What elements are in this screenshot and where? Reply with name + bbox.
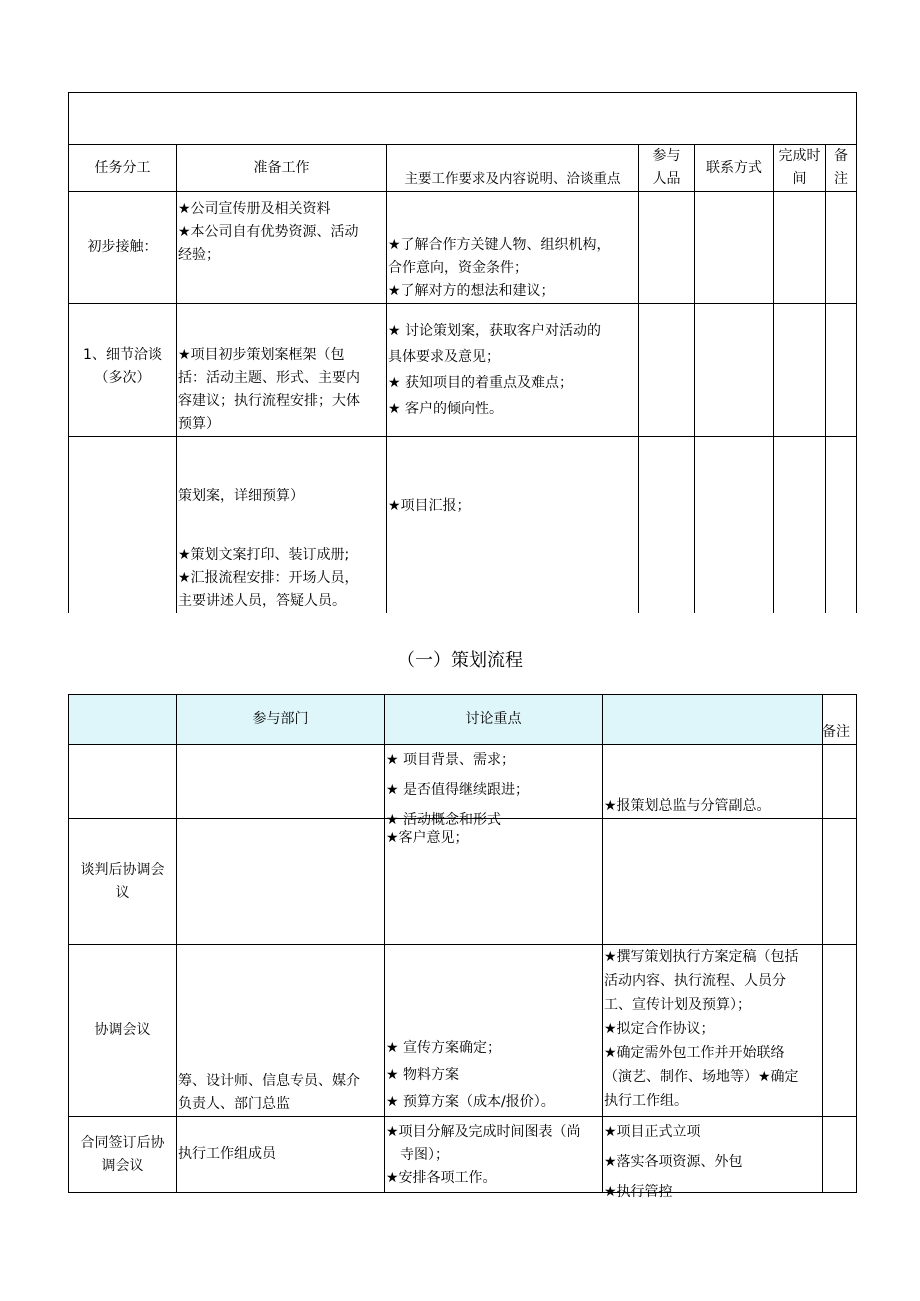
- t2-row4-name-line: 调会议: [101, 1157, 144, 1174]
- t2-row3-name-line: 协调会议: [94, 1022, 151, 1038]
- header-completion-line2: 间: [792, 171, 807, 187]
- t2-row1-output: [603, 745, 823, 819]
- header-dept: 参与部门: [177, 695, 385, 745]
- t2-row4-focus-line: 寺图）；: [400, 1147, 449, 1163]
- t2-row2-dept: [177, 819, 385, 945]
- row2-task-line: 1、细节洽谈: [83, 347, 162, 363]
- table-top-blank-row: [69, 93, 857, 145]
- t2-row4-output-line: ★落实各项资源、外包: [604, 1154, 743, 1170]
- t2-row1-output-line: ★报策划总监与分管副总。: [604, 798, 771, 814]
- section-title: （一）策划流程: [397, 650, 523, 671]
- row2-req-line: 具体要求及意见；: [388, 349, 500, 365]
- t2-row4-output: [603, 1117, 823, 1200]
- header-task: 任务分工: [69, 145, 177, 192]
- t2-row1-dept: [177, 745, 385, 819]
- row1-req-line: ★了解合作方关键人物、组织机构，: [388, 237, 611, 253]
- t2-row1-remarks: [823, 745, 857, 819]
- header-remarks-text: 备注: [822, 724, 850, 740]
- table-row: [69, 745, 857, 819]
- t2-row4-name-line: 合同签订后协: [80, 1134, 165, 1151]
- table-row: [69, 945, 857, 1117]
- t2-row3-dept: [177, 945, 385, 1117]
- row2-task: [69, 304, 177, 437]
- row1-task-line: 初步接触：: [87, 239, 158, 255]
- row2-prep-line: 容建议；执行流程安排；大体: [178, 393, 360, 409]
- t2-row3-output-line: 执行工作组。: [604, 1093, 688, 1109]
- t2-row3-output-line: （演艺、制作、场地等）★确定: [604, 1069, 799, 1085]
- row1-participants: [639, 192, 695, 304]
- t2-row2-focus: [385, 819, 603, 945]
- header-col1: [69, 695, 177, 745]
- t2-row4-name: [69, 1117, 177, 1193]
- row1-prep-line: ★本公司自有优势资源、活动: [178, 224, 359, 240]
- t2-row3-output: [603, 945, 823, 1117]
- row3-prep-line: ★汇报流程安排：开场人员，: [178, 570, 359, 586]
- table-row: [69, 819, 857, 945]
- row2-participants: [639, 304, 695, 437]
- header-prep: 准备工作: [177, 145, 387, 192]
- blank-cell: [69, 93, 857, 145]
- row2-requirements: [387, 304, 639, 437]
- t2-row4-dept-line: 执行工作组成员: [178, 1146, 276, 1162]
- header-completion-line1: 完成时: [778, 148, 821, 164]
- row1-remarks: [826, 192, 857, 304]
- row2-req-line: ★ 客户的倾向性。: [388, 401, 504, 417]
- header-remarks-line1: 备: [834, 148, 849, 164]
- row2-contact: [695, 304, 774, 437]
- row3-remarks: [826, 437, 857, 614]
- row2-task-line: （多次）: [94, 370, 151, 386]
- row3-req-line: ★项目汇报；: [388, 498, 471, 514]
- row2-completion: [774, 304, 826, 437]
- t2-row3-focus-line: ★ 预算方案（成本/报价）。: [386, 1094, 555, 1110]
- row3-prep-line: ★策划文案打印、装订成册;: [178, 547, 350, 563]
- row1-completion: [774, 192, 826, 304]
- task-division-table: [68, 92, 857, 613]
- t2-row2-name-line: 议: [115, 884, 130, 901]
- t2-row3-remarks: [823, 945, 857, 1117]
- row3-contact: [695, 437, 774, 614]
- row1-contact: [695, 192, 774, 304]
- header-focus: 讨论重点: [385, 695, 603, 745]
- header-requirements: 主要工作要求及内容说明、洽谈重点: [387, 145, 639, 192]
- t2-row3-focus: [385, 945, 603, 1117]
- row1-task: [69, 192, 177, 304]
- t2-row4-output-line: ★执行管控: [604, 1184, 673, 1200]
- row3-prep-line: 主要讲述人员，答疑人员。: [178, 593, 346, 609]
- header-remarks-line2: 注: [834, 171, 849, 187]
- row2-req-line: ★ 获知项目的着重点及难点；: [388, 375, 574, 391]
- row1-req-line: ★了解对方的想法和建议；: [388, 283, 555, 299]
- header-completion-time: [774, 145, 826, 192]
- row2-prep-line: ★项目初步策划案框架（包: [178, 347, 345, 363]
- row2-prep: [177, 304, 387, 437]
- t2-row3-output-line: ★拟定合作协议；: [604, 1021, 715, 1037]
- row2-req-line: ★ 讨论策划案，获取客户对活动的: [388, 323, 602, 339]
- t2-row1-focus-line: ★ 是否值得继续跟进；: [386, 782, 530, 798]
- t2-row3-output-line: ★确定需外包工作并开始联络: [604, 1045, 785, 1061]
- table-row: [69, 192, 857, 304]
- table-row: [69, 304, 857, 437]
- table-header-row: [69, 695, 857, 745]
- header-participants: [639, 145, 695, 192]
- t2-row1-focus: [385, 745, 603, 828]
- t2-row2-output: [603, 819, 823, 945]
- row3-requirements: [387, 437, 639, 614]
- header-col4: [603, 695, 823, 745]
- row2-prep-line: 括：活动主题、形式、主要内: [178, 370, 360, 386]
- t2-row3-output-line: 活动内容、执行流程、人员分: [604, 973, 786, 989]
- row1-prep-line: ★公司宣传册及相关资料: [178, 201, 331, 217]
- t2-row2-name-line: 谈判后协调会: [80, 861, 165, 878]
- row1-prep-line: 经验；: [178, 247, 220, 263]
- t2-row2-focus-line: ★客户意见；: [386, 830, 469, 846]
- row3-prep-line: 策划案，详细预算）: [178, 488, 304, 504]
- planning-process-table: [68, 694, 857, 1200]
- t2-row4-remarks: [823, 1117, 857, 1193]
- header-contact: 联系方式: [695, 145, 774, 192]
- t2-row4-focus-line: ★安排各项工作。: [386, 1170, 497, 1186]
- table-header-row: [69, 145, 857, 192]
- t2-row4-output-line: ★项目正式立项: [604, 1124, 701, 1140]
- row3-prep: [177, 437, 387, 614]
- t2-row1-name: [69, 745, 177, 819]
- header-participants-line2: 人品: [652, 171, 681, 187]
- row1-prep: [177, 192, 387, 304]
- row3-participants: [639, 437, 695, 614]
- row2-prep-line: 预算）: [178, 416, 220, 432]
- t2-row3-name: [69, 945, 177, 1117]
- t2-row3-focus-line: ★ 物料方案: [386, 1067, 460, 1083]
- header-remarks: [826, 145, 857, 192]
- row1-requirements: [387, 192, 639, 304]
- t2-row3-dept-line: 筹、设计师、信息专员、媒介: [178, 1073, 360, 1089]
- t2-row3-output-line: 工、宣传计划及预算）；: [604, 997, 751, 1013]
- t2-row3-focus-line: ★ 宣传方案确定；: [386, 1040, 502, 1056]
- t2-row4-focus: [385, 1117, 603, 1193]
- t2-row4-focus-line: ★项目分解及完成时间图表（尚: [386, 1124, 581, 1140]
- t2-row4-dept: [177, 1117, 385, 1193]
- t2-row3-output-line: ★撰写策划执行方案定稿（包括: [604, 949, 799, 965]
- t2-row1-focus-line: ★ 项目背景、需求；: [386, 752, 516, 768]
- t2-row1-focus-line: ★ 活动概念和形式: [386, 812, 502, 828]
- t2-row3-dept-line: 负责人、部门总监: [178, 1096, 290, 1112]
- table-row: [69, 1117, 857, 1193]
- header-participants-line1: 参与: [652, 148, 681, 164]
- row3-task: [69, 437, 177, 614]
- t2-row2-remarks: [823, 819, 857, 945]
- row3-completion: [774, 437, 826, 614]
- table-row: [69, 437, 857, 614]
- header-remarks: [823, 695, 857, 745]
- row2-remarks: [826, 304, 857, 437]
- row1-req-line: 合作意向，资金条件；: [388, 260, 528, 276]
- t2-row2-name: [69, 819, 177, 945]
